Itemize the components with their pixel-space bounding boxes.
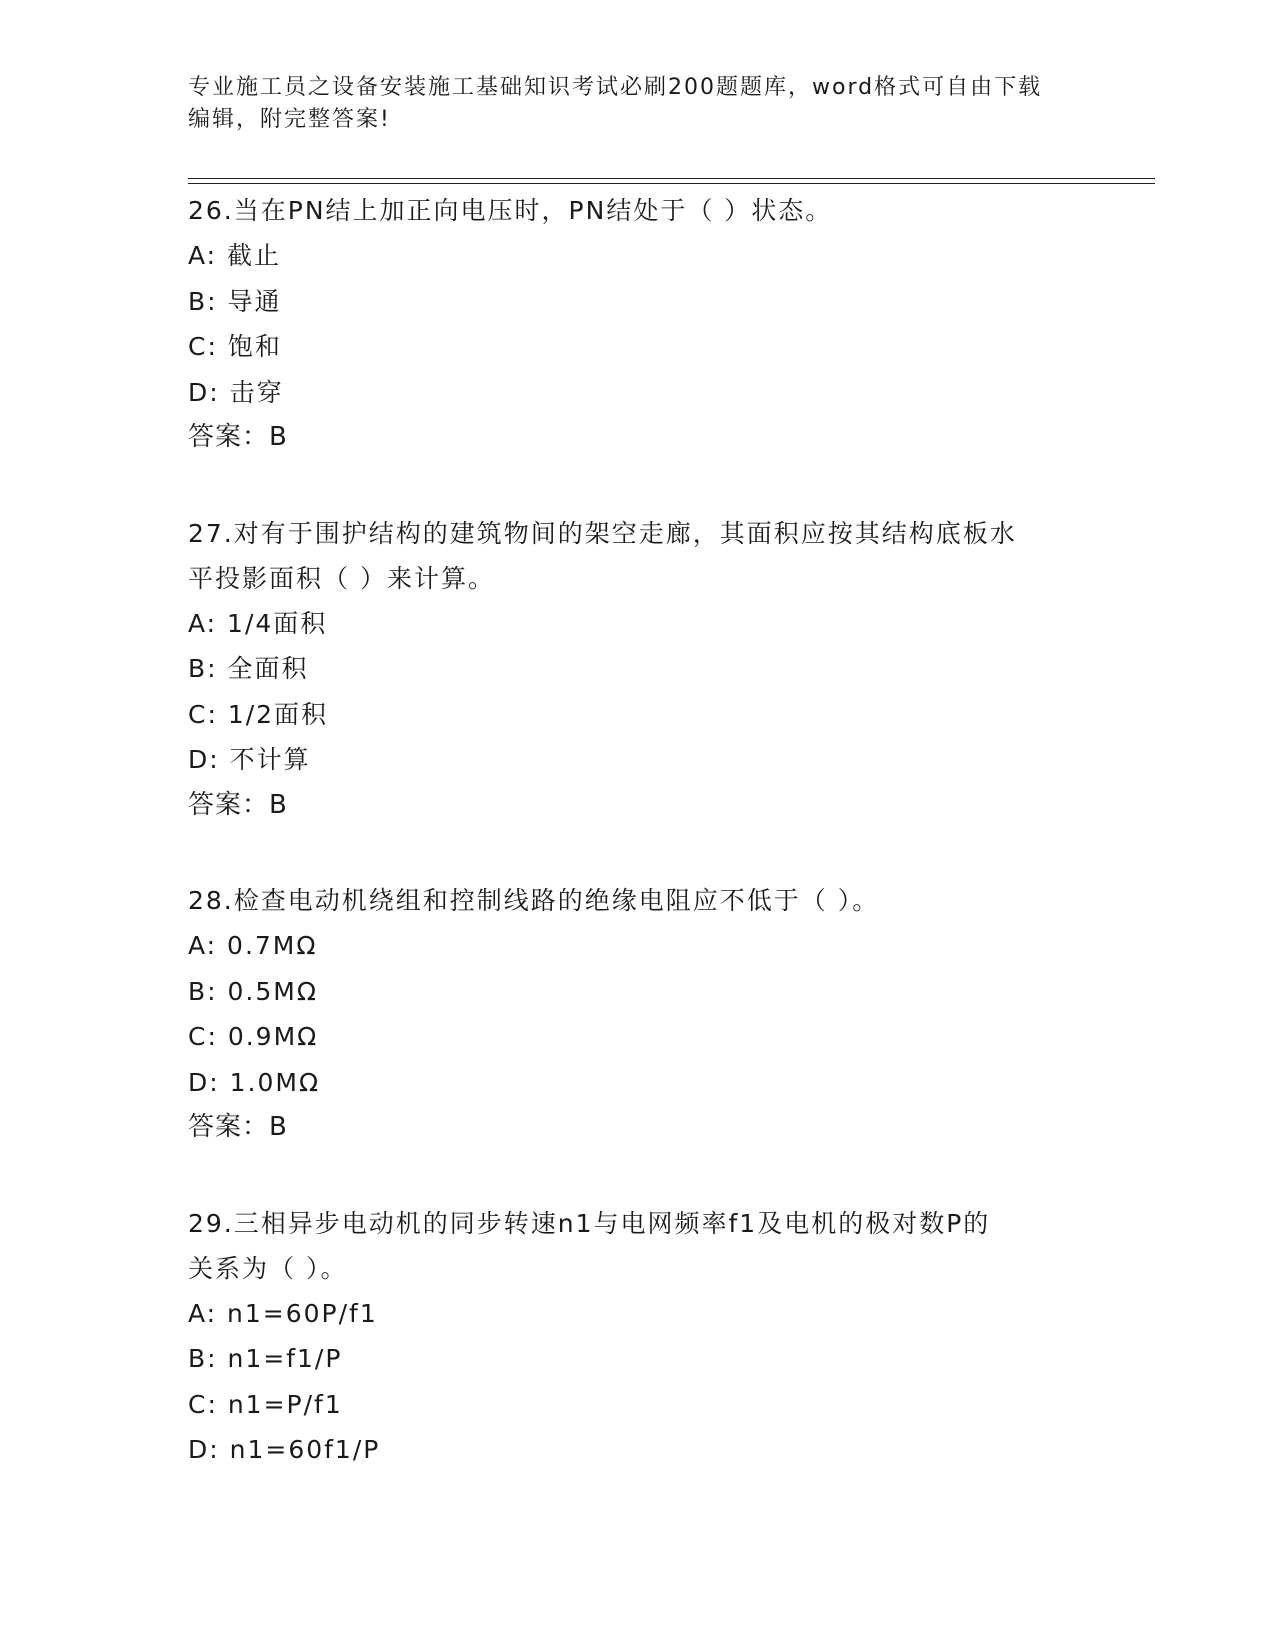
header-line-1: 专业施工员之设备安装施工基础知识考试必刷200题题库，word格式可自由下载 (188, 75, 1043, 100)
question-list (188, 188, 1088, 1523)
option-d: D: 不计算 (188, 745, 311, 774)
option-a: A: 截止 (188, 241, 282, 270)
option-b: B: 全面积 (188, 654, 309, 683)
option-a: A: 1/4面积 (188, 608, 328, 638)
answer: 答案：B (188, 789, 288, 820)
option-b: B: 导通 (188, 286, 282, 316)
question-27 (188, 511, 1088, 829)
question-26 (188, 188, 1088, 461)
question-stem-line-1: 27.对有于围护结构的建筑物间的架空走廊，其面积应按其结构底板水 (188, 518, 1017, 548)
option-b: B: 0.5MΩ (188, 976, 318, 1006)
option-c: C: 饱和 (188, 332, 282, 361)
question-stem: 28.检查电动机绕组和控制线路的绝缘电阻应不低于（ ）。 (188, 886, 880, 915)
option-d: D: 1.0MΩ (188, 1067, 321, 1097)
answer: 答案：B (188, 422, 288, 452)
answer: 答案：B (188, 1112, 288, 1142)
question-28 (188, 878, 1088, 1151)
option-d: D: n1=60f1/P (188, 1435, 381, 1464)
header-rule-bottom (188, 183, 1155, 184)
header-rule-top (188, 178, 1155, 179)
option-a: A: n1=60P/f1 (188, 1298, 378, 1328)
question-stem: 26.当在PN结上加正向电压时，PN结处于（ ）状态。 (188, 196, 833, 225)
document-header (188, 72, 1088, 136)
option-c: C: 0.9MΩ (188, 1022, 319, 1051)
option-d: D: 击穿 (188, 377, 284, 407)
question-29 (188, 1201, 1088, 1473)
option-a: A: 0.7MΩ (188, 931, 318, 960)
question-stem-line-2: 关系为（ ）。 (188, 1253, 348, 1283)
question-stem-line-1: 29.三相异步电动机的同步转速n1与电网频率f1及电机的极对数P的 (188, 1208, 991, 1238)
question-stem-line-2: 平投影面积（ ）来计算。 (188, 563, 495, 593)
header-line-2: 编辑，附完整答案! (188, 107, 391, 132)
option-c: C: 1/2面积 (188, 699, 329, 729)
option-b: B: n1=f1/P (188, 1344, 343, 1373)
option-c: C: n1=P/f1 (188, 1389, 343, 1419)
